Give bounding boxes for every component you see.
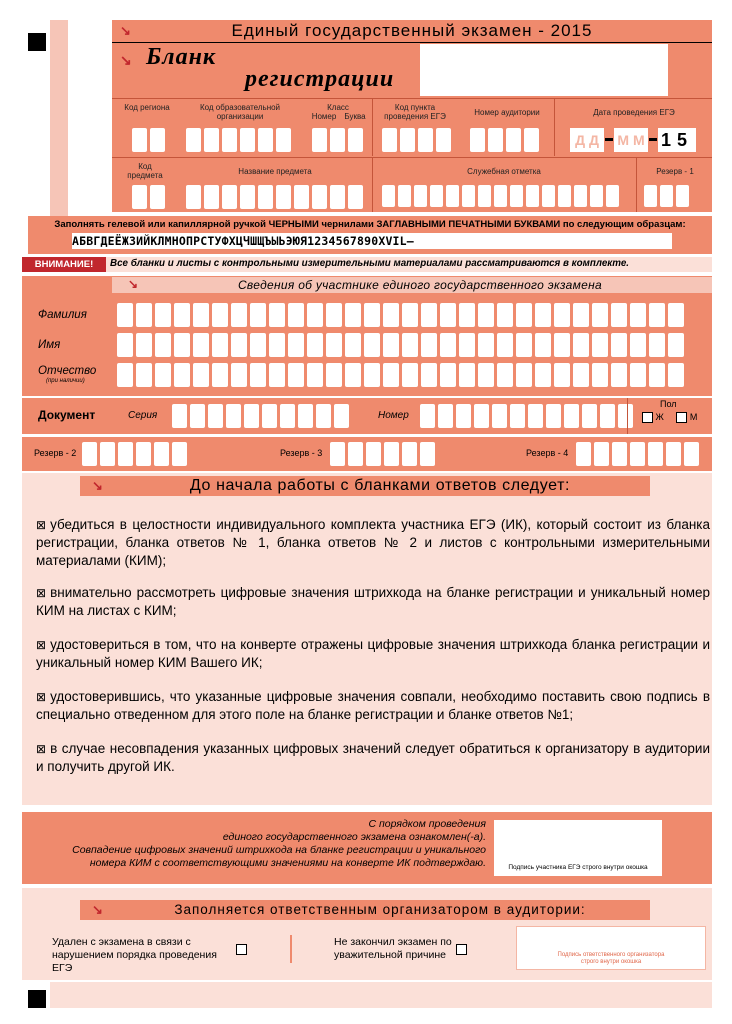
divider [372, 98, 373, 156]
letter-cell[interactable] [155, 303, 171, 327]
letter-cell[interactable] [535, 333, 551, 357]
letter-cell[interactable] [383, 363, 399, 387]
left-stripe [50, 20, 68, 230]
instruction-item-1 [36, 516, 710, 570]
removed-checkbox[interactable] [236, 944, 247, 955]
letter-cell[interactable] [307, 333, 323, 357]
instruction-item-3 [36, 636, 710, 672]
letter-cell[interactable] [421, 333, 437, 357]
letter-cell[interactable] [155, 363, 171, 387]
letter-cell[interactable] [459, 333, 475, 357]
letter-cell[interactable] [611, 303, 627, 327]
letter-cell[interactable] [459, 363, 475, 387]
reserve1-cells[interactable] [644, 185, 692, 207]
attention-text: Все бланки и листы с контрольными измерительными материалами рассматриваются в комплекте. [110, 258, 629, 269]
exam-title: Единый государственный экзамен - 2015 [231, 21, 593, 40]
checkbox-icon: ⊠ [36, 638, 47, 652]
letter-cell[interactable] [269, 303, 285, 327]
letter-cell[interactable] [174, 363, 190, 387]
surname-cells[interactable] [117, 303, 687, 327]
confirmation-line: номера КИМ с соответствующими значениями на конверте ИК подтверждаю. [89, 857, 486, 869]
divider [112, 42, 712, 43]
reserve4-cells[interactable] [576, 442, 702, 466]
reserve1-label: Резерв - 1 [656, 167, 694, 176]
letter-cell[interactable] [592, 333, 608, 357]
date-month: М М [614, 128, 648, 152]
letter-cell[interactable] [117, 303, 133, 327]
letter-cell[interactable] [364, 363, 380, 387]
letter-cell[interactable] [345, 333, 361, 357]
arrow-icon: ↘ [92, 478, 103, 493]
reserve2-cells[interactable] [82, 442, 190, 466]
letter-cell[interactable] [440, 333, 456, 357]
letter-cell[interactable] [668, 363, 684, 387]
arrow-icon: ↘ [120, 52, 132, 68]
before-work-title: До начала работы с бланками ответов следует: [189, 477, 571, 494]
letter-cell[interactable] [630, 333, 646, 357]
fill-instructions-text: Заполнять гелевой или капиллярной ручкой ЧЕРНЫМИ чернилами ЗАГЛАВНЫМИ ПЕЧАТНЫМИ БУКВАМИ по следующим образцам: [54, 219, 686, 230]
class-letter-label: Буква [344, 112, 366, 121]
letter-cell[interactable] [288, 363, 304, 387]
letter-cell[interactable] [402, 303, 418, 327]
divider [290, 935, 292, 963]
letter-cell[interactable] [535, 303, 551, 327]
letter-cell[interactable] [193, 303, 209, 327]
confirmation-line: Совпадение цифровых значений штрихкода на бланке регистрации и уникального [72, 844, 486, 856]
letter-cell[interactable] [117, 363, 133, 387]
letter-cell[interactable] [250, 333, 266, 357]
letter-cell[interactable] [440, 363, 456, 387]
room-number-label: Номер аудитории [474, 108, 540, 117]
letter-cell[interactable] [554, 363, 570, 387]
removed-label: Удален с экзамена в связи с нарушением порядка проведения ЕГЭ [52, 936, 217, 974]
confirmation-text [30, 818, 486, 870]
letter-cell[interactable] [649, 333, 665, 357]
letter-cell[interactable] [269, 363, 285, 387]
letter-cell[interactable] [364, 303, 380, 327]
form-title-line2: регистрации [245, 66, 395, 92]
letter-cell[interactable] [554, 303, 570, 327]
subject-code-cells[interactable] [132, 185, 168, 209]
exam-title-bar [112, 20, 712, 42]
letter-cell[interactable] [478, 333, 494, 357]
instruction-item-2 [36, 584, 710, 620]
letter-cell[interactable] [535, 363, 551, 387]
checkbox-icon: ⊠ [36, 690, 47, 704]
letter-cell[interactable] [611, 333, 627, 357]
letter-cell[interactable] [212, 303, 228, 327]
letter-cell[interactable] [212, 363, 228, 387]
class-number-label: Номер [311, 112, 337, 121]
letter-cell[interactable] [174, 333, 190, 357]
letter-cell[interactable] [193, 333, 209, 357]
letter-cell[interactable] [250, 363, 266, 387]
letter-cell[interactable] [326, 333, 342, 357]
point-code-cells[interactable] [382, 128, 454, 152]
region-code-label: Код региона [124, 103, 170, 112]
bottom-stripe [50, 982, 712, 1008]
subject-code-label: Код предмета [127, 162, 163, 180]
sex-options [642, 412, 697, 423]
class-label: Класс [327, 103, 349, 112]
letter-cell[interactable] [668, 333, 684, 357]
sex-male-checkbox[interactable] [676, 412, 687, 423]
org-code-cells[interactable] [186, 128, 294, 152]
instruction-text: убедиться в целостности индивидуального комплекта участника ЕГЭ (ИК), который состоит из бланка регистрации, бланка ответов № 1, бланка ответов № 2 и листов с контрольными измерительными материалами (КИМ); [36, 517, 710, 568]
participant-section-title: Сведения об участнике единого государственного экзамена [237, 278, 603, 292]
not-finished-label: Не закончил экзамен по уважительной причине [334, 936, 452, 961]
letter-cell[interactable] [307, 303, 323, 327]
divider [627, 398, 628, 434]
letter-cell[interactable] [630, 303, 646, 327]
letter-cell[interactable] [668, 303, 684, 327]
instruction-item-5 [36, 740, 710, 776]
confirmation-line: С порядком проведения [368, 818, 486, 830]
checkbox-icon: ⊠ [36, 742, 47, 756]
checkbox-icon: ⊠ [36, 518, 47, 532]
patronymic-cells[interactable] [117, 363, 687, 387]
letter-cell[interactable] [421, 363, 437, 387]
divider [112, 98, 712, 99]
letter-cell[interactable] [497, 303, 513, 327]
date-year: 15 [658, 128, 696, 152]
barcode-area [420, 44, 668, 96]
reserve2-label: Резерв - 2 [34, 448, 77, 458]
letter-cell[interactable] [630, 363, 646, 387]
instruction-item-4 [36, 688, 710, 724]
class-cells[interactable] [312, 128, 366, 152]
letter-cell[interactable] [497, 363, 513, 387]
letter-cell[interactable] [440, 303, 456, 327]
name-label: Имя [38, 339, 61, 351]
letter-cell[interactable] [516, 303, 532, 327]
letter-cell[interactable] [497, 333, 513, 357]
letter-cell[interactable] [516, 363, 532, 387]
letter-cell[interactable] [573, 303, 589, 327]
letter-cell[interactable] [345, 363, 361, 387]
letter-cell[interactable] [421, 303, 437, 327]
letter-cell[interactable] [478, 363, 494, 387]
letter-cell[interactable] [364, 333, 380, 357]
letter-cell[interactable] [231, 363, 247, 387]
sex-female-label: Ж [655, 412, 664, 422]
service-mark-label: Служебная отметка [467, 167, 541, 176]
letter-cell[interactable] [288, 333, 304, 357]
service-mark-cells[interactable] [382, 185, 622, 207]
letter-cell[interactable] [326, 303, 342, 327]
divider [112, 157, 712, 158]
confirmation-line: единого государственного экзамена ознакомлен(-а). [222, 831, 486, 843]
letter-cell[interactable] [516, 333, 532, 357]
letter-cell[interactable] [573, 333, 589, 357]
letter-cell[interactable] [174, 303, 190, 327]
registration-marker-bottom-left [28, 990, 46, 1008]
subject-name-cells[interactable] [186, 185, 366, 209]
participant-signature-caption: Подпись участника ЕГЭ строго внутри окошка [508, 864, 648, 871]
instruction-text: внимательно рассмотреть цифровые значения штрихкода на бланке регистрации и уникальный номер КИМ на листах с КИМ; [36, 585, 710, 618]
letter-cell[interactable] [402, 363, 418, 387]
region-code-cells[interactable] [132, 128, 168, 152]
letter-cell[interactable] [193, 363, 209, 387]
number-label: Номер [378, 410, 409, 421]
form-title-line1: Бланк [146, 44, 217, 70]
checkbox-icon: ⊠ [36, 586, 47, 600]
letter-cell[interactable] [592, 303, 608, 327]
letter-cell[interactable] [592, 363, 608, 387]
reserve4-label: Резерв - 4 [526, 448, 569, 458]
organizer-signature-caption: Подпись ответственного организатора строго внутри окошка [557, 952, 665, 965]
document-number-cells[interactable] [420, 404, 636, 428]
letter-cell[interactable] [117, 333, 133, 357]
series-label: Серия [128, 410, 158, 421]
letter-cell[interactable] [573, 363, 589, 387]
point-code-label: Код пункта проведения ЕГЭ [384, 103, 446, 121]
letter-cell[interactable] [136, 333, 152, 357]
letter-cell[interactable] [231, 333, 247, 357]
letter-cell[interactable] [326, 363, 342, 387]
letter-cell[interactable] [383, 333, 399, 357]
letter-cell[interactable] [383, 303, 399, 327]
letter-cell[interactable] [231, 303, 247, 327]
letter-cell[interactable] [288, 303, 304, 327]
org-code-label: Код образовательной организации [199, 103, 281, 121]
surname-label: Фамилия [38, 309, 87, 321]
divider [372, 157, 373, 212]
letter-cell[interactable] [212, 333, 228, 357]
sex-male-label: М [689, 412, 698, 422]
instruction-text: удостовериться в том, что на конверте отражены цифровые значения штрихкода бланка регистрации и уникальный номер КИМ Вашего ИК; [36, 637, 710, 670]
arrow-icon: ↘ [92, 902, 103, 917]
letter-cell[interactable] [136, 303, 152, 327]
letter-cell[interactable] [402, 333, 418, 357]
attention-label: ВНИМАНИЕ! [22, 257, 106, 272]
sample-characters: АБВГДЕЁЖЗИЙКЛМНОПРСТУФХЦЧШЩЪЫЬЭЮЯ1234567890XVIL– [72, 233, 672, 249]
letter-cell[interactable] [649, 363, 665, 387]
letter-cell[interactable] [155, 333, 171, 357]
reserve3-cells[interactable] [330, 442, 438, 466]
letter-cell[interactable] [345, 303, 361, 327]
divider [636, 157, 637, 212]
date-dash [605, 138, 613, 141]
date-dash [649, 138, 657, 141]
letter-cell[interactable] [459, 303, 475, 327]
letter-cell[interactable] [478, 303, 494, 327]
reserve3-label: Резерв - 3 [280, 448, 323, 458]
letter-cell[interactable] [649, 303, 665, 327]
letter-cell[interactable] [250, 303, 266, 327]
patronymic-label: Отчество [38, 365, 97, 377]
arrow-icon: ↘ [120, 23, 131, 38]
letter-cell[interactable] [136, 363, 152, 387]
exam-date-label: Дата проведения ЕГЭ [593, 108, 675, 117]
divider [554, 98, 555, 156]
registration-marker-top-left [28, 33, 46, 51]
sex-female-checkbox[interactable] [642, 412, 653, 423]
instruction-text: в случае несовпадения указанных цифровых значений следует обратиться к организатору в аудитории и получить другой ИК. [36, 741, 710, 774]
sex-label: Пол [660, 399, 677, 409]
date-day: Д Д [570, 128, 604, 152]
room-number-cells[interactable] [470, 128, 542, 152]
name-cells[interactable] [117, 333, 687, 357]
instruction-text: удостоверившись, что указанные цифровые значения совпали, необходимо поставить свою подпись в специально отведенном для этого поле на бланке регистрации и бланке ответов №1; [36, 689, 710, 722]
letter-cell[interactable] [307, 363, 323, 387]
arrow-icon: ↘ [128, 277, 139, 291]
subject-name-label: Название предмета [238, 167, 312, 176]
not-finished-checkbox[interactable] [456, 944, 467, 955]
document-label: Документ [38, 408, 96, 422]
patronymic-note: (при наличии) [46, 378, 85, 384]
letter-cell[interactable] [554, 333, 570, 357]
organizer-title: Заполняется ответственным организатором в аудитории: [174, 902, 586, 917]
document-series-cells[interactable] [172, 404, 352, 428]
letter-cell[interactable] [269, 333, 285, 357]
letter-cell[interactable] [611, 363, 627, 387]
